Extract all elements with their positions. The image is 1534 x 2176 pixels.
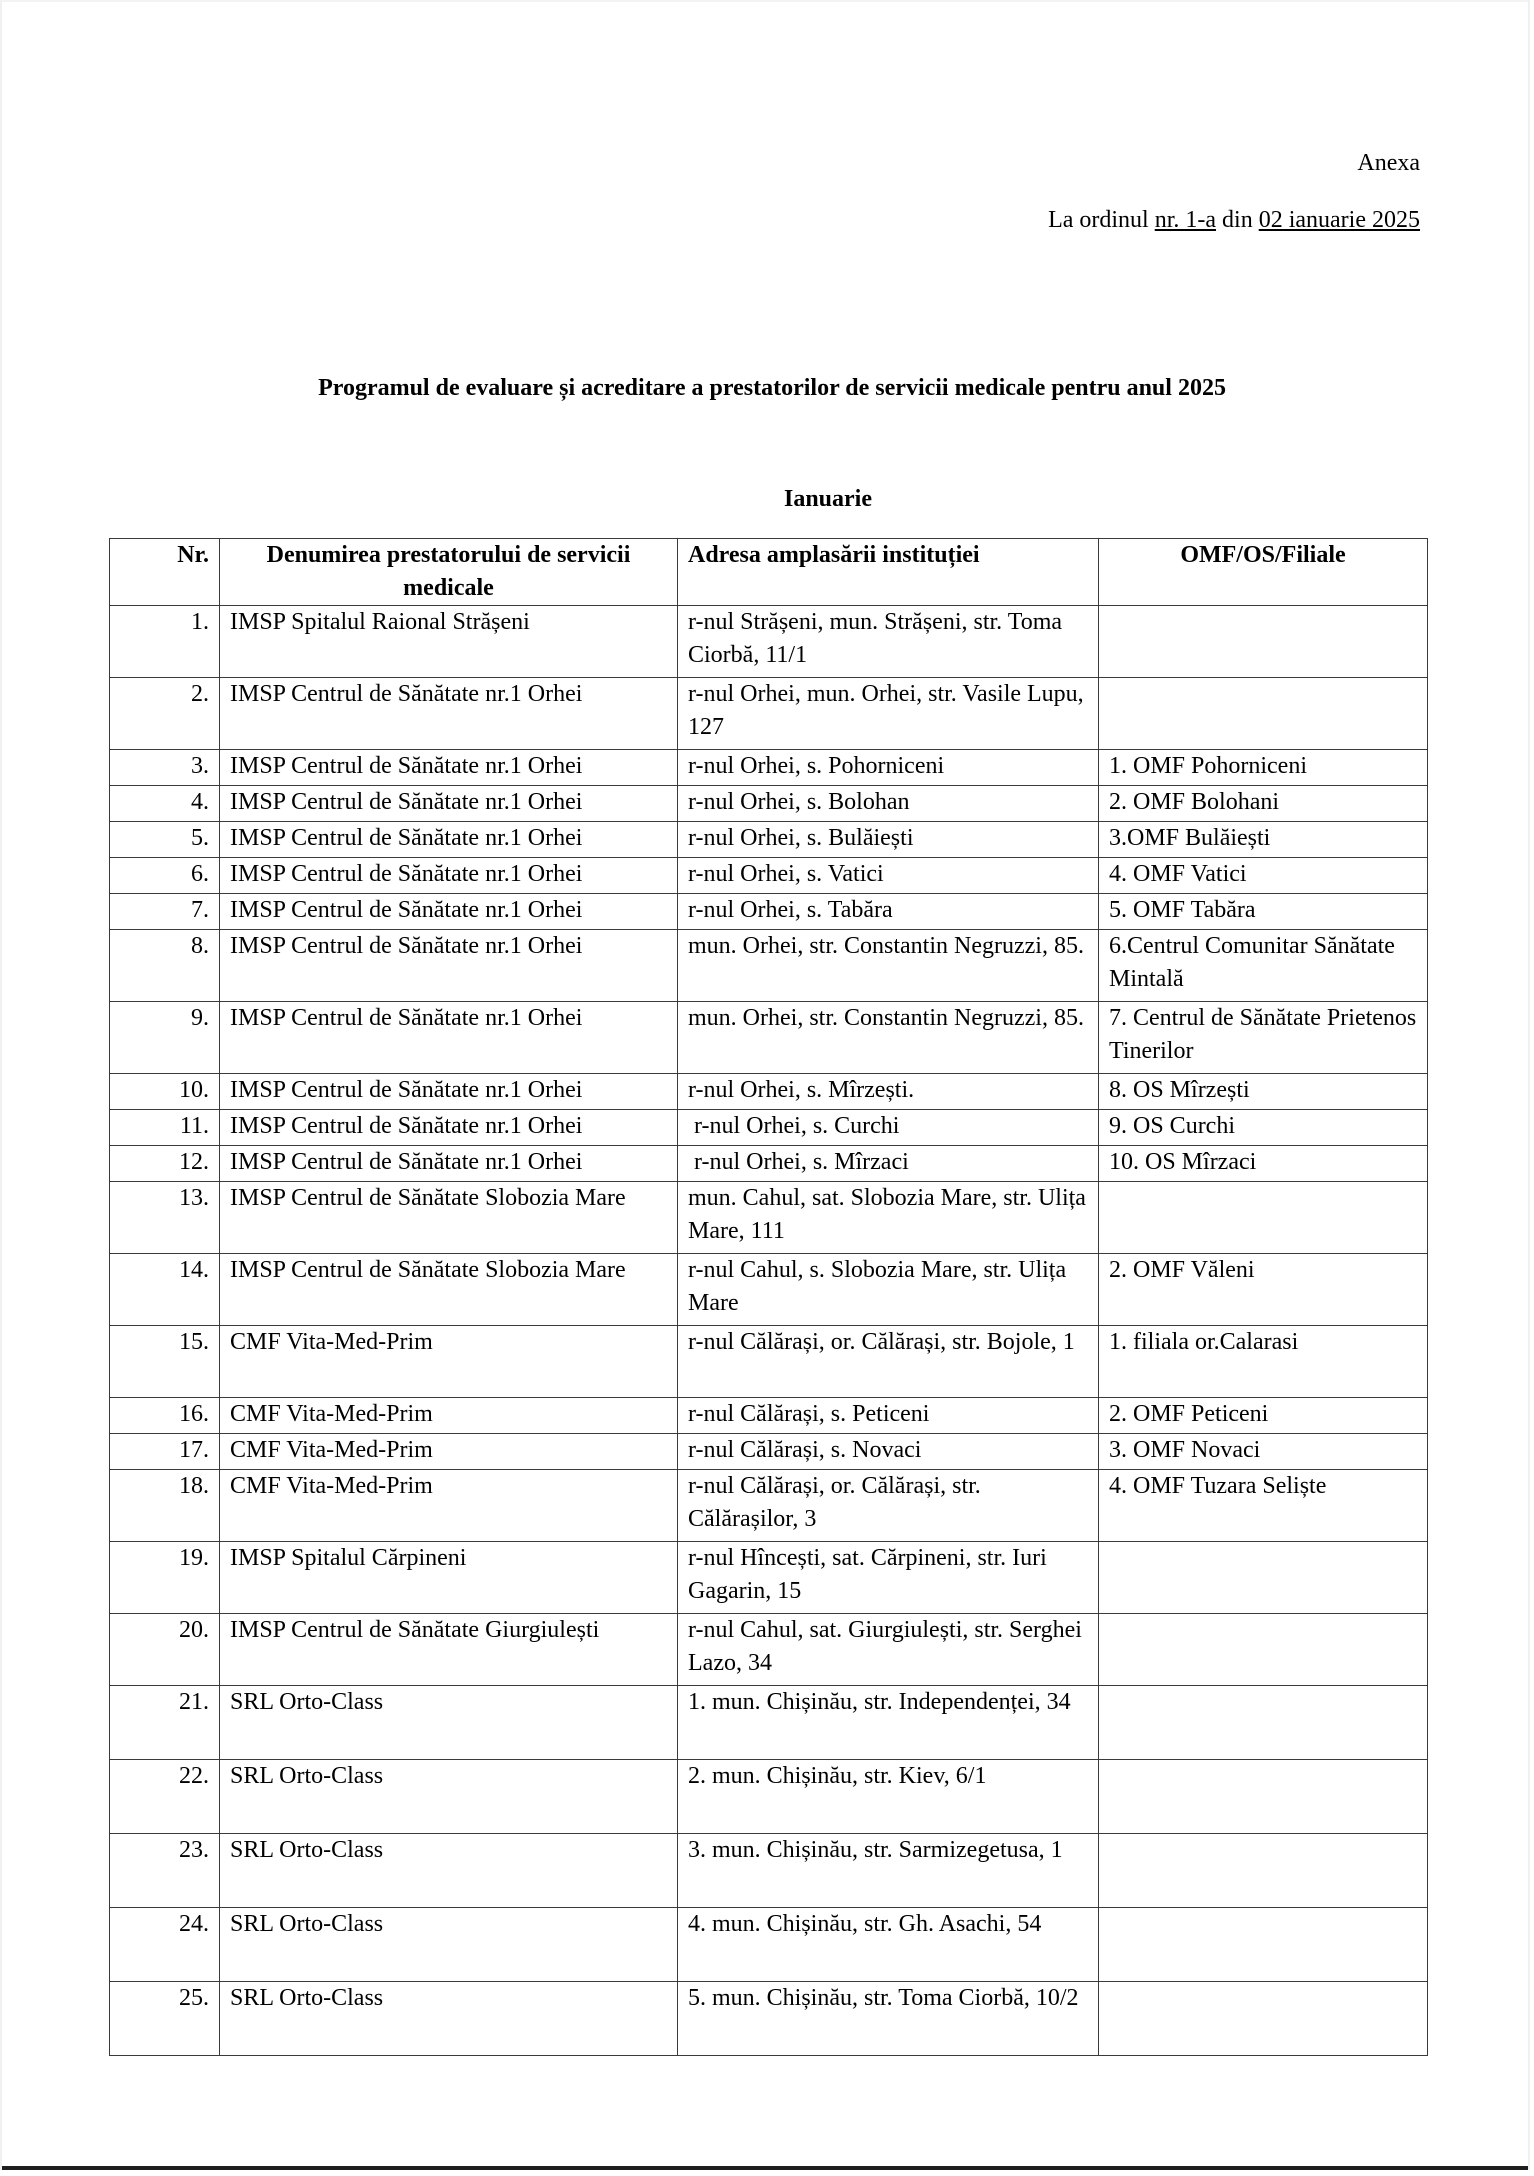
address-cell: r-nul Orhei, s. Vatici — [678, 858, 1099, 894]
address-cell: r-nul Orhei, s. Bulăiești — [678, 822, 1099, 858]
branch-cell: 10. OS Mîrzaci — [1099, 1146, 1428, 1182]
branch-cell: 4. OMF Tuzara Seliște — [1099, 1470, 1428, 1542]
provider-name-cell: IMSP Centrul de Sănătate Slobozia Mare — [220, 1182, 678, 1254]
address-cell: 2. mun. Chișinău, str. Kiev, 6/1 — [678, 1760, 1099, 1834]
row-number-cell: 10. — [110, 1074, 220, 1110]
branch-cell — [1099, 678, 1428, 750]
table-row — [110, 1002, 1428, 1074]
branch-cell: 1. OMF Pohorniceni — [1099, 750, 1428, 786]
row-number-cell: 24. — [110, 1908, 220, 1982]
row-number-cell: 8. — [110, 930, 220, 1002]
row-number-cell: 3. — [110, 750, 220, 786]
provider-name-cell: CMF Vita-Med-Prim — [220, 1470, 678, 1542]
row-number-cell: 19. — [110, 1542, 220, 1614]
viewer-bottom-edge — [2, 2166, 1528, 2170]
address-cell: 1. mun. Chișinău, str. Independenței, 34 — [678, 1686, 1099, 1760]
branch-cell: 4. OMF Vatici — [1099, 858, 1428, 894]
order-number: nr. 1-a — [1154, 207, 1217, 233]
address-cell: r-nul Hîncești, sat. Cărpineni, str. Iuri Gagarin, 15 — [678, 1542, 1099, 1614]
branch-cell: 5. OMF Tabăra — [1099, 894, 1428, 930]
table-row — [110, 1146, 1428, 1182]
month-heading: Ianuarie — [783, 486, 872, 512]
table-row — [110, 858, 1428, 894]
branch-cell: 8. OS Mîrzești — [1099, 1074, 1428, 1110]
table-row — [110, 678, 1428, 750]
address-cell: mun. Cahul, sat. Slobozia Mare, str. Ulița Mare, 111 — [678, 1182, 1099, 1254]
branch-cell: 2. OMF Văleni — [1099, 1254, 1428, 1326]
table-row — [110, 1074, 1428, 1110]
row-number-cell: 15. — [110, 1326, 220, 1398]
branch-cell: 3. OMF Novaci — [1099, 1434, 1428, 1470]
provider-name-cell: CMF Vita-Med-Prim — [220, 1326, 678, 1398]
address-cell: mun. Orhei, str. Constantin Negruzzi, 85. — [678, 930, 1099, 1002]
table-row — [110, 1254, 1428, 1326]
table-row — [110, 1326, 1428, 1398]
column-header-provider-name: Denumirea prestatorului de servicii medicale — [220, 539, 678, 606]
provider-name-cell: IMSP Centrul de Sănătate nr.1 Orhei — [220, 750, 678, 786]
row-number-cell: 4. — [110, 786, 220, 822]
branch-cell — [1099, 1834, 1428, 1908]
row-number-cell: 9. — [110, 1002, 220, 1074]
provider-name-cell: IMSP Centrul de Sănătate nr.1 Orhei — [220, 1110, 678, 1146]
row-number-cell: 21. — [110, 1686, 220, 1760]
table-row — [110, 750, 1428, 786]
address-cell: 3. mun. Chișinău, str. Sarmizegetusa, 1 — [678, 1834, 1099, 1908]
table-row — [110, 1908, 1428, 1982]
provider-name-cell: IMSP Centrul de Sănătate nr.1 Orhei — [220, 822, 678, 858]
provider-name-cell: IMSP Centrul de Sănătate nr.1 Orhei — [220, 678, 678, 750]
provider-name-cell: CMF Vita-Med-Prim — [220, 1434, 678, 1470]
address-cell: 4. mun. Chișinău, str. Gh. Asachi, 54 — [678, 1908, 1099, 1982]
table-body — [110, 606, 1428, 2056]
table-row — [110, 1182, 1428, 1254]
row-number-cell: 11. — [110, 1110, 220, 1146]
provider-name-cell: SRL Orto-Class — [220, 1908, 678, 1982]
provider-name-cell: IMSP Centrul de Sănătate nr.1 Orhei — [220, 1002, 678, 1074]
order-mid: din — [1216, 207, 1259, 233]
address-cell: mun. Orhei, str. Constantin Negruzzi, 85. — [678, 1002, 1099, 1074]
column-header-branches: OMF/OS/Filiale — [1099, 539, 1428, 606]
address-cell: r-nul Călărași, s. Novaci — [678, 1434, 1099, 1470]
row-number-cell: 17. — [110, 1434, 220, 1470]
provider-name-cell: SRL Orto-Class — [220, 1686, 678, 1760]
provider-name-cell: IMSP Centrul de Sănătate Slobozia Mare — [220, 1254, 678, 1326]
provider-name-cell: SRL Orto-Class — [220, 1760, 678, 1834]
address-cell: r-nul Călărași, s. Peticeni — [678, 1398, 1099, 1434]
table-row — [110, 1110, 1428, 1146]
table-row — [110, 1760, 1428, 1834]
address-cell: r-nul Orhei, mun. Orhei, str. Vasile Lupu, 127 — [678, 678, 1099, 750]
accreditation-schedule-table — [109, 538, 1428, 2056]
address-cell: r-nul Orhei, s. Curchi — [678, 1110, 1099, 1146]
table-row — [110, 930, 1428, 1002]
table-row — [110, 1614, 1428, 1686]
branch-cell: 1. filiala or.Calarasi — [1099, 1326, 1428, 1398]
row-number-cell: 6. — [110, 858, 220, 894]
table-header-row — [110, 539, 1428, 606]
row-number-cell: 13. — [110, 1182, 220, 1254]
address-cell: r-nul Orhei, s. Tabăra — [678, 894, 1099, 930]
row-number-cell: 25. — [110, 1982, 220, 2056]
annex-label: Anexa — [1357, 150, 1420, 176]
row-number-cell: 7. — [110, 894, 220, 930]
address-cell: r-nul Orhei, s. Mîrzaci — [678, 1146, 1099, 1182]
address-cell: r-nul Călărași, or. Călărași, str. Bojole, 1 — [678, 1326, 1099, 1398]
provider-name-cell: IMSP Centrul de Sănătate nr.1 Orhei — [220, 1074, 678, 1110]
table-row — [110, 1470, 1428, 1542]
address-cell: r-nul Orhei, s. Pohorniceni — [678, 750, 1099, 786]
provider-name-cell: IMSP Centrul de Sănătate nr.1 Orhei — [220, 1146, 678, 1182]
branch-cell: 9. OS Curchi — [1099, 1110, 1428, 1146]
branch-cell: 2. OMF Bolohani — [1099, 786, 1428, 822]
address-cell: r-nul Strășeni, mun. Strășeni, str. Toma Ciorbă, 11/1 — [678, 606, 1099, 678]
branch-cell — [1099, 1686, 1428, 1760]
provider-name-cell: IMSP Centrul de Sănătate nr.1 Orhei — [220, 786, 678, 822]
table-row — [110, 1398, 1428, 1434]
branch-cell — [1099, 1760, 1428, 1834]
table-row — [110, 1542, 1428, 1614]
provider-name-cell: IMSP Centrul de Sănătate nr.1 Orhei — [220, 858, 678, 894]
branch-cell: 2. OMF Peticeni — [1099, 1398, 1428, 1434]
document-title: Programul de evaluare și acreditare a prestatorilor de servicii medicale pentru anul 2025 — [318, 375, 1226, 401]
address-cell: r-nul Cahul, s. Slobozia Mare, str. Ulița Mare — [678, 1254, 1099, 1326]
table-row — [110, 1686, 1428, 1760]
branch-cell — [1099, 606, 1428, 678]
row-number-cell: 20. — [110, 1614, 220, 1686]
row-number-cell: 23. — [110, 1834, 220, 1908]
table-row — [110, 894, 1428, 930]
table-row — [110, 606, 1428, 678]
provider-name-cell: IMSP Centrul de Sănătate nr.1 Orhei — [220, 930, 678, 1002]
table-row — [110, 786, 1428, 822]
row-number-cell: 22. — [110, 1760, 220, 1834]
column-header-nr: Nr. — [110, 539, 220, 606]
provider-name-cell: SRL Orto-Class — [220, 1982, 678, 2056]
address-cell: r-nul Călărași, or. Călărași, str. Călărașilor, 3 — [678, 1470, 1099, 1542]
branch-cell: 7. Centrul de Sănătate Prietenos Tinerilor — [1099, 1002, 1428, 1074]
row-number-cell: 2. — [110, 678, 220, 750]
branch-cell — [1099, 1182, 1428, 1254]
address-cell: r-nul Orhei, s. Mîrzești. — [678, 1074, 1099, 1110]
branch-cell — [1099, 1614, 1428, 1686]
order-prefix: La ordinul — [1048, 207, 1155, 233]
branch-cell: 3.OMF Bulăiești — [1099, 822, 1428, 858]
order-reference — [1048, 205, 1420, 235]
address-cell: r-nul Cahul, sat. Giurgiulești, str. Serghei Lazo, 34 — [678, 1614, 1099, 1686]
branch-cell: 6.Centrul Comunitar Sănătate Mintală — [1099, 930, 1428, 1002]
address-cell: 5. mun. Chișinău, str. Toma Ciorbă, 10/2 — [678, 1982, 1099, 2056]
row-number-cell: 14. — [110, 1254, 220, 1326]
provider-name-cell: IMSP Centrul de Sănătate nr.1 Orhei — [220, 894, 678, 930]
branch-cell — [1099, 1982, 1428, 2056]
table-row — [110, 822, 1428, 858]
row-number-cell: 16. — [110, 1398, 220, 1434]
branch-cell — [1099, 1542, 1428, 1614]
table-row — [110, 1834, 1428, 1908]
order-date: 02 ianuarie 2025 — [1258, 207, 1420, 233]
provider-name-cell: IMSP Centrul de Sănătate Giurgiulești — [220, 1614, 678, 1686]
table-row — [110, 1434, 1428, 1470]
row-number-cell: 5. — [110, 822, 220, 858]
row-number-cell: 1. — [110, 606, 220, 678]
provider-name-cell: IMSP Spitalul Cărpineni — [220, 1542, 678, 1614]
branch-cell — [1099, 1908, 1428, 1982]
provider-name-cell: SRL Orto-Class — [220, 1834, 678, 1908]
table-row — [110, 1982, 1428, 2056]
provider-name-cell: CMF Vita-Med-Prim — [220, 1398, 678, 1434]
row-number-cell: 12. — [110, 1146, 220, 1182]
address-cell: r-nul Orhei, s. Bolohan — [678, 786, 1099, 822]
column-header-address: Adresa amplasării instituției — [678, 539, 1099, 606]
provider-name-cell: IMSP Spitalul Raional Strășeni — [220, 606, 678, 678]
row-number-cell: 18. — [110, 1470, 220, 1542]
